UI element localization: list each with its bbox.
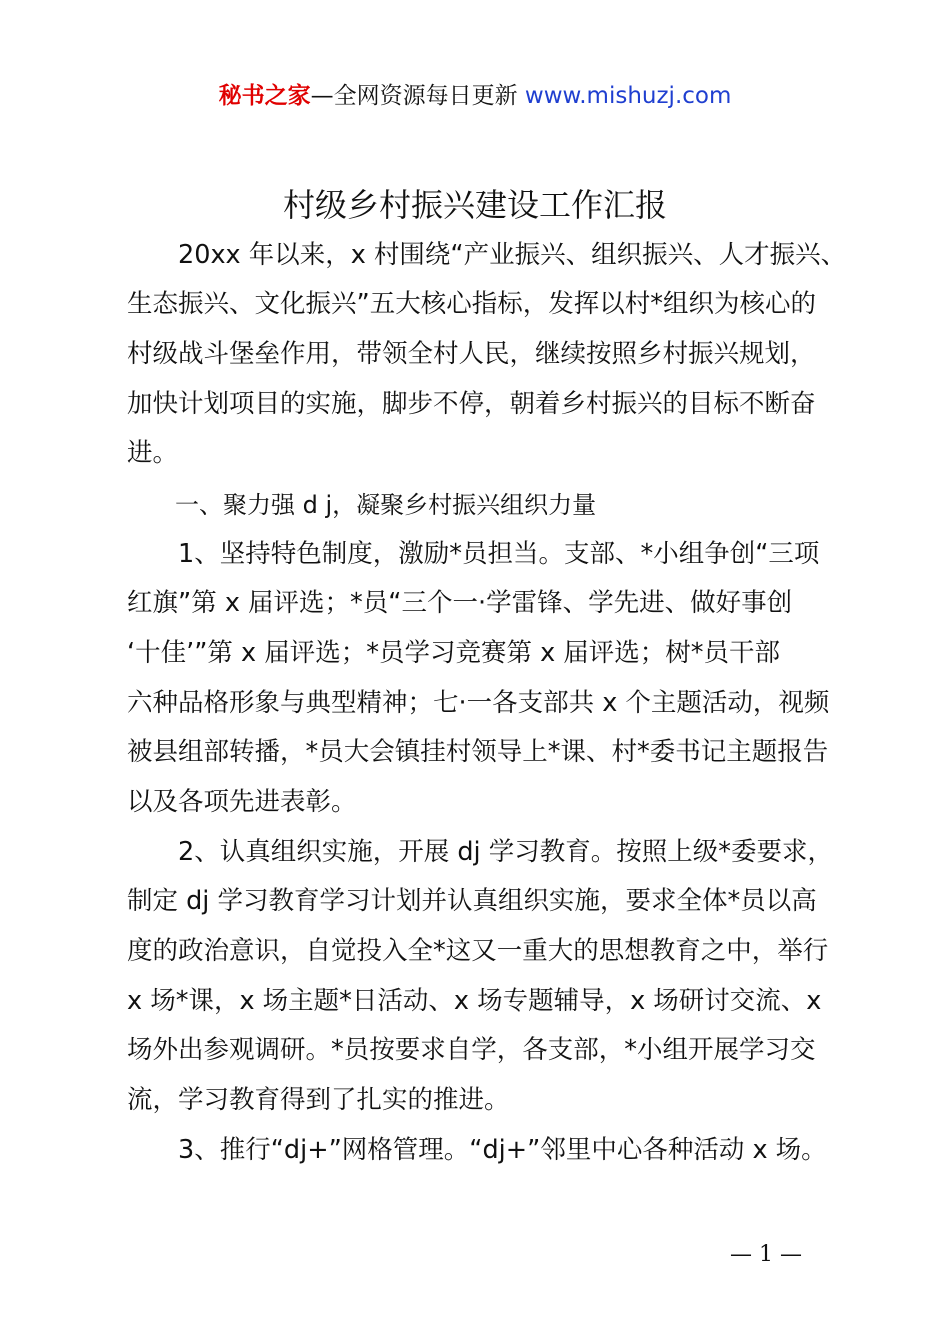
body-line: 1、坚持特色制度，激励*员担当。支部、*小组争创“三项 <box>127 539 820 569</box>
site-tagline: —全网资源每日更新 <box>310 83 518 109</box>
body-line: 场外出参观调研。*员按要求自学，各支部，*小组开展学习交 <box>127 1035 816 1065</box>
body-line: 2、认真组织实施，开展 dj 学习教育。按照上级*委要求， <box>127 837 833 867</box>
body-line: 被县组部转播，*员大会镇挂村领导上*课、村*委书记主题报告 <box>127 737 829 767</box>
body-line: 六种品格形象与典型精神；七·一各支部共 x 个主题活动，视频 <box>127 688 830 718</box>
body-line: 3、推行“dj+”网格管理。“dj+”邻里中心各种活动 x 场。 <box>127 1135 827 1165</box>
body-line: 以及各项先进表彰。 <box>127 787 357 817</box>
site-url-link[interactable]: www.mishuzj.com <box>524 83 732 109</box>
section-heading: 一、聚力强 d j，凝聚乡村振兴组织力量 <box>127 491 597 519</box>
body-line: 加快计划项目的实施，脚步不停，朝着乡村振兴的目标不断奋 <box>127 389 816 419</box>
site-brand: 秘书之家 <box>218 83 311 109</box>
body-line: 红旗”第 x 届评选；*员“三个一·学雷锋、学先进、做好事创 <box>127 588 793 618</box>
body-line: 度的政治意识，自觉投入全*这又一重大的思想教育之中，举行 <box>127 936 829 966</box>
body-line: 进。 <box>127 438 179 468</box>
document-title: 村级乡村振兴建设工作汇报 <box>282 186 667 224</box>
body-line: x 场*课，x 场主题*日活动、x 场专题辅导，x 场研讨交流、x <box>127 986 822 1016</box>
page-number: — 1 — <box>730 1242 802 1267</box>
body-line: 生态振兴、文化振兴”五大核心指标，发挥以村*组织为核心的 <box>127 289 816 319</box>
body-line: 流，学习教育得到了扎实的推进。 <box>127 1085 510 1115</box>
site-header <box>0 80 950 112</box>
body-line: ‘十佳’”第 x 届评选；*员学习竞赛第 x 届评选；树*员干部 <box>127 638 781 668</box>
body-line: 村级战斗堡垒作用，带领全村人民，继续按照乡村振兴规划， <box>127 339 816 369</box>
body-line: 20xx 年以来，x 村围绕“产业振兴、组织振兴、人才振兴、 <box>127 240 847 270</box>
body-line: 制定 dj 学习教育学习计划并认真组织实施，要求全体*员以高 <box>127 886 817 916</box>
